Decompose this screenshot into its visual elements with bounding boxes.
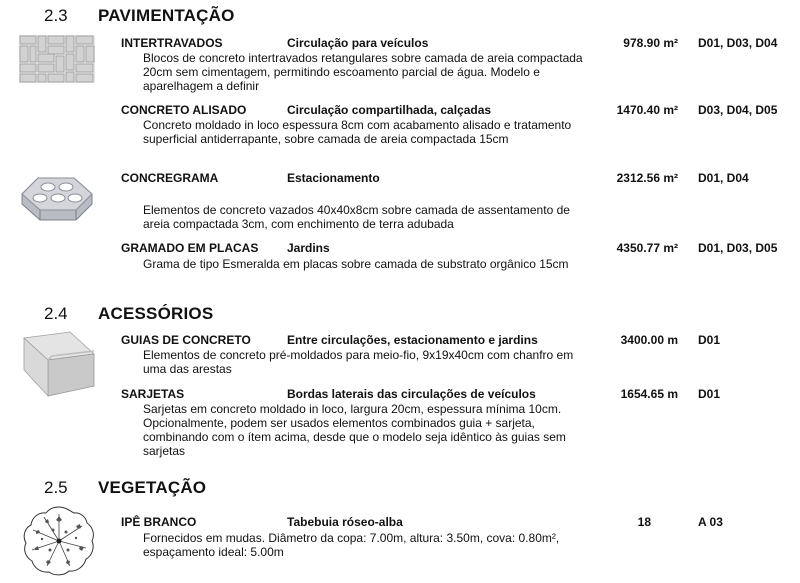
item-description: Grama de tipo Esmeralda em placas sobre camada de substrato orgânico 15cm (143, 257, 569, 271)
concrete-curb-image (22, 330, 98, 398)
item-description: Sarjetas em concreto moldado in loco, largura 20cm, espessura mínima 10cm. Opcionalmente, podem ser usados elementos combinados guia + sarjeta, combinando com o ítem acima, desde que o modelo seja idêntico às guias sem sarjetas (143, 402, 566, 458)
item-use: Tabebuia róseo-alba (287, 515, 403, 529)
item-name: SARJETAS (121, 387, 185, 401)
item-quantity: 1654.65 m (620, 387, 678, 401)
item-refs: A 03 (698, 515, 723, 529)
item-quantity: 1470.40 m² (616, 103, 678, 117)
item-refs: D03, D04, D05 (698, 103, 778, 117)
item-name: GUIAS DE CONCRETO (121, 333, 251, 347)
section-title: PAVIMENTAÇÃO (98, 6, 235, 25)
section-number: 2.4 (44, 304, 68, 323)
item-refs: D01 (698, 333, 721, 347)
item-description: Fornecidos em mudas. Diâmetro da copa: 7.00m, altura: 3.50m, cova: 0.80m², espaçamento ideal: 5.00m (143, 531, 560, 559)
item-quantity: 18 (637, 515, 651, 529)
item-quantity: 978.90 m² (623, 36, 678, 50)
item-description: Elementos de concreto vazados 40x40x8cm sobre camada de assentamento de areia compactada 3cm, com enchimento de terra adubada (143, 203, 570, 231)
item-quantity: 2312.56 m² (616, 171, 678, 185)
item-refs: D01, D03, D04 (698, 36, 778, 50)
tree-symbol-image (20, 504, 98, 578)
item-use: Circulação compartilhada, calçadas (287, 103, 492, 117)
interlocking-paver-image (19, 35, 95, 83)
item-use: Estacionamento (287, 171, 380, 185)
section-title: VEGETAÇÃO (98, 478, 207, 497)
item-name: CONCREGRAMA (121, 171, 219, 185)
item-use: Jardins (287, 241, 330, 255)
item-refs: D01, D03, D05 (698, 241, 778, 255)
item-refs: D01, D04 (698, 171, 749, 185)
item-use: Circulação para veículos (287, 36, 429, 50)
section-number: 2.3 (44, 6, 68, 25)
item-name: GRAMADO EM PLACAS (121, 241, 259, 255)
item-description: Concreto moldado in loco espessura 8cm com acabamento alisado e tratamento superficial antiderrapante, sobre camada de areia compactada 15cm (143, 118, 572, 146)
item-name: INTERTRAVADOS (121, 36, 223, 50)
section-number: 2.5 (44, 478, 68, 497)
item-description: Blocos de concreto intertravados retangulares sobre camada de areia compactada 20cm sem cimentagem, permitindo escoamento parcial de água. Modelo e aparelhagem a definir (143, 51, 583, 93)
item-description: Elementos de concreto pré-moldados para meio-fio, 9x19x40cm com chanfro em uma das arestas (143, 348, 574, 376)
item-use: Entre circulações, estacionamento e jardins (287, 333, 538, 347)
item-quantity: 3400.00 m (620, 333, 678, 347)
item-refs: D01 (698, 387, 721, 401)
item-quantity: 4350.77 m² (616, 241, 678, 255)
concrete-grass-block-image (18, 172, 96, 224)
item-use: Bordas laterais das circulações de veículos (287, 387, 536, 401)
item-name: CONCRETO ALISADO (121, 103, 247, 117)
item-name: IPÊ BRANCO (121, 515, 197, 529)
section-title: ACESSÓRIOS (98, 304, 214, 323)
